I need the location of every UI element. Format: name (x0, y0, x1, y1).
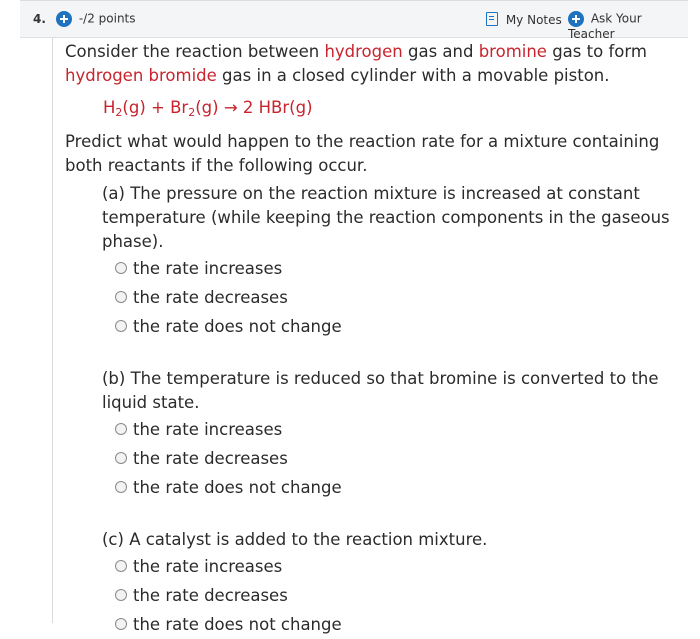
question-number: 4. (33, 12, 46, 26)
option-label: the rate increases (133, 259, 283, 278)
radio-button[interactable] (115, 320, 127, 332)
intro-text: gas in a closed cylinder with a movable piston. (216, 66, 610, 85)
option-label: the rate increases (133, 557, 283, 576)
part-c (102, 528, 685, 639)
intro-text: gas and (402, 42, 479, 61)
part-a (102, 182, 685, 341)
chemical-equation (103, 96, 685, 120)
points-label: -/2 points (78, 11, 136, 26)
eq-arrow: → (218, 98, 243, 117)
eq-br: Br (170, 98, 189, 117)
part-b-option-increases[interactable] (115, 415, 685, 444)
question-header (20, 1, 688, 41)
question-prompt: Predict what would happen to the reaction rate for a mixture containing both reactants if the following occur. (65, 132, 660, 175)
option-label: the rate decreases (133, 586, 288, 605)
part-a-option-increases[interactable] (115, 254, 685, 283)
term-bromine: bromine (478, 42, 547, 61)
part-c-option-increases[interactable] (115, 552, 685, 581)
option-label: the rate decreases (133, 288, 288, 307)
part-b-option-decreases[interactable] (115, 444, 685, 473)
part-b-option-no-change[interactable] (115, 473, 685, 502)
term-hydrogen-bromide: hydrogen bromide (65, 66, 217, 85)
option-label: the rate increases (133, 420, 283, 439)
eq-plus: + (145, 98, 171, 117)
part-c-option-no-change[interactable] (115, 610, 685, 639)
my-notes-label: My Notes (505, 13, 562, 27)
points-toggle[interactable] (56, 11, 136, 27)
eq-br-subscript: 2 (188, 106, 196, 119)
radio-button[interactable] (115, 423, 127, 435)
question-intro (65, 40, 685, 88)
expand-plus-icon[interactable] (56, 11, 72, 27)
radio-button[interactable] (115, 452, 127, 464)
eq-phase: (g) (195, 98, 219, 117)
option-label: the rate does not change (133, 615, 342, 634)
term-hydrogen: hydrogen (324, 42, 403, 61)
part-a-option-decreases[interactable] (115, 283, 685, 312)
part-a-option-no-change[interactable] (115, 312, 685, 341)
part-a-text: (a) The pressure on the reaction mixture is increased at constant temperature (while keeping the reaction components in the gaseous phase). (102, 184, 670, 251)
eq-phase: (g) (122, 98, 146, 117)
radio-button[interactable] (115, 589, 127, 601)
option-label: the rate does not change (133, 317, 342, 336)
intro-text: Consider the reaction between (65, 42, 325, 61)
eq-h: H (103, 98, 116, 117)
ask-teacher-button[interactable] (568, 11, 688, 41)
radio-button[interactable] (115, 291, 127, 303)
part-b (102, 367, 685, 502)
radio-button[interactable] (115, 560, 127, 572)
eq-phase: (g) (289, 98, 313, 117)
eq-product: 2 HBr (242, 98, 290, 117)
part-c-text: (c) A catalyst is added to the reaction mixture. (102, 530, 488, 549)
ask-teacher-label: Ask Your Teacher (568, 11, 642, 41)
radio-button[interactable] (115, 481, 127, 493)
radio-button[interactable] (115, 618, 127, 630)
notes-icon (486, 12, 498, 26)
my-notes-button[interactable] (486, 12, 562, 27)
radio-button[interactable] (115, 262, 127, 274)
ask-plus-icon (568, 11, 584, 27)
question-body (65, 40, 685, 639)
option-label: the rate does not change (133, 478, 342, 497)
eq-h-subscript: 2 (115, 106, 123, 119)
intro-text: gas to form (546, 42, 647, 61)
content-left-border (52, 38, 53, 623)
part-c-option-decreases[interactable] (115, 581, 685, 610)
option-label: the rate decreases (133, 449, 288, 468)
part-b-text: (b) The temperature is reduced so that bromine is converted to the liquid state. (102, 369, 659, 412)
